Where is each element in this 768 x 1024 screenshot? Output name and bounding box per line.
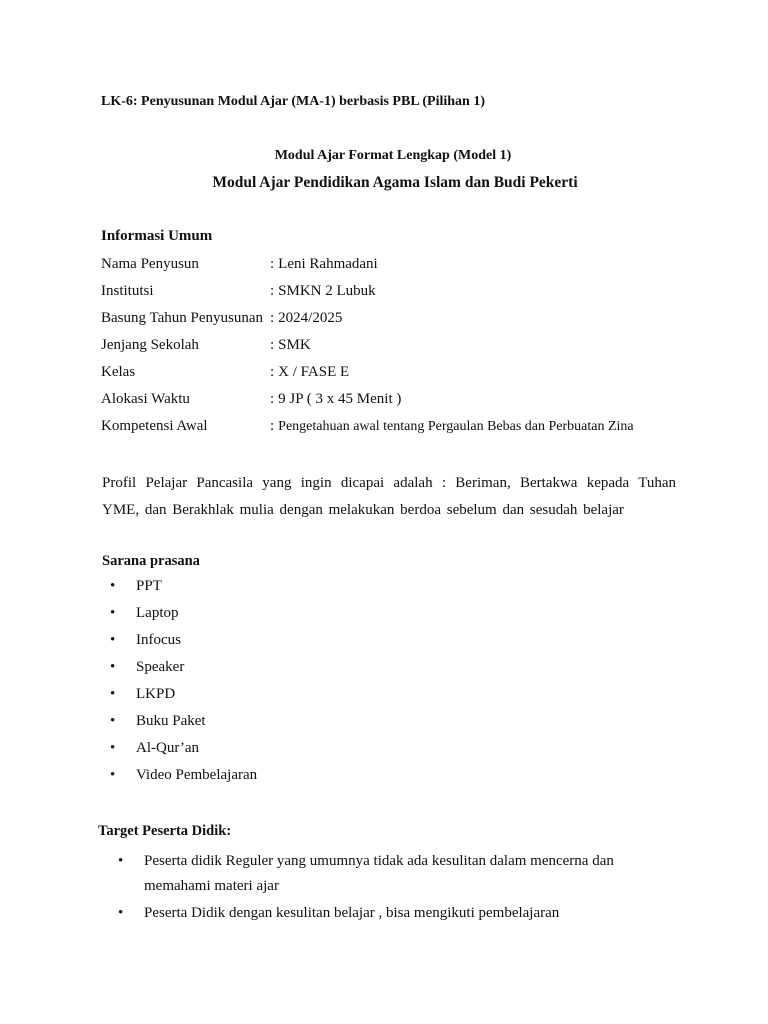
info-value [270, 256, 378, 273]
bullet-icon: • [110, 740, 116, 756]
info-value-text: SMK [278, 337, 311, 353]
list-item [118, 901, 658, 926]
bullet-icon: • [110, 578, 116, 594]
info-label: Basung Tahun Penyusunan [101, 310, 263, 326]
info-value [270, 310, 342, 327]
document-subtitle: Modul Ajar Format Lengkap (Model 1) [274, 148, 512, 163]
info-value-text: Leni Rahmadani [278, 256, 378, 272]
list-item-text: Infocus [136, 632, 181, 648]
bullet-icon: • [110, 659, 116, 675]
info-label: Institutsi [101, 283, 154, 299]
bullet-icon: • [110, 686, 116, 702]
info-separator: : [270, 364, 275, 380]
list-item-text: Peserta didik Reguler yang umumnya tidak ada kesulitan dalam mencerna dan memahami materi ajar [144, 853, 614, 894]
sarana-prasarana-heading: Sarana prasana [102, 553, 200, 569]
profil-pelajar-paragraph [102, 470, 676, 524]
document-header-line: LK-6: Penyusunan Modul Ajar (MA-1) berbasis PBL (Pilihan 1) [101, 94, 486, 109]
info-value-text: Pengetahuan awal tentang Pergaulan Bebas dan Perbuatan Zina [278, 419, 634, 434]
list-item-text: PPT [136, 578, 162, 594]
list-item-text: Peserta Didik dengan kesulitan belajar , bisa mengikuti pembelajaran [144, 905, 560, 921]
info-value [270, 337, 311, 354]
info-separator: : [270, 283, 275, 299]
list-item [118, 849, 658, 899]
bullet-icon: • [110, 632, 116, 648]
list-item-text: Al-Qur’an [136, 740, 200, 756]
info-value [270, 364, 349, 381]
info-separator: : [270, 418, 275, 434]
info-value [270, 391, 401, 408]
info-label: Kelas [101, 364, 136, 380]
target-peserta-didik-heading: Target Peserta Didik: [98, 823, 232, 839]
target-peserta-didik-list [118, 849, 658, 926]
bullet-icon: • [110, 767, 116, 783]
info-separator: : [270, 256, 275, 272]
list-item-text: Video Pembelajaran [136, 767, 258, 783]
info-separator: : [270, 310, 275, 326]
bullet-icon: • [110, 605, 116, 621]
info-separator: : [270, 391, 275, 407]
bullet-icon: • [118, 905, 124, 921]
profil-line-1: Profil Pelajar Pancasila yang ingin dicapai adalah : Beriman, Bertakwa kepada Tuhan [102, 475, 676, 491]
info-value-text: 9 JP ( 3 x 45 Menit ) [278, 391, 402, 407]
info-label: Jenjang Sekolah [101, 337, 199, 353]
info-label: Kompetensi Awal [101, 418, 208, 434]
info-value [270, 283, 376, 300]
list-item-text: LKPD [136, 686, 176, 702]
bullet-icon: • [110, 713, 116, 729]
info-value [270, 418, 634, 435]
info-label: Nama Penyusun [101, 256, 199, 272]
document-title: Modul Ajar Pendidikan Agama Islam dan Budi Pekerti [212, 174, 578, 191]
profil-line-2: YME, dan Berakhlak mulia dengan melakukan berdoa sebelum dan sesudah belajar [102, 502, 624, 518]
bullet-icon: • [118, 853, 124, 869]
info-value-text: 2024/2025 [278, 310, 343, 326]
list-item-text: Speaker [136, 659, 185, 675]
info-separator: : [270, 337, 275, 353]
list-item-text: Laptop [136, 605, 179, 621]
info-label: Alokasi Waktu [101, 391, 190, 407]
info-value-text: SMKN 2 Lubuk [278, 283, 376, 299]
info-value-text: X / FASE E [278, 364, 350, 380]
informasi-umum-heading: Informasi Umum [101, 228, 213, 244]
list-item-text: Buku Paket [136, 713, 206, 729]
